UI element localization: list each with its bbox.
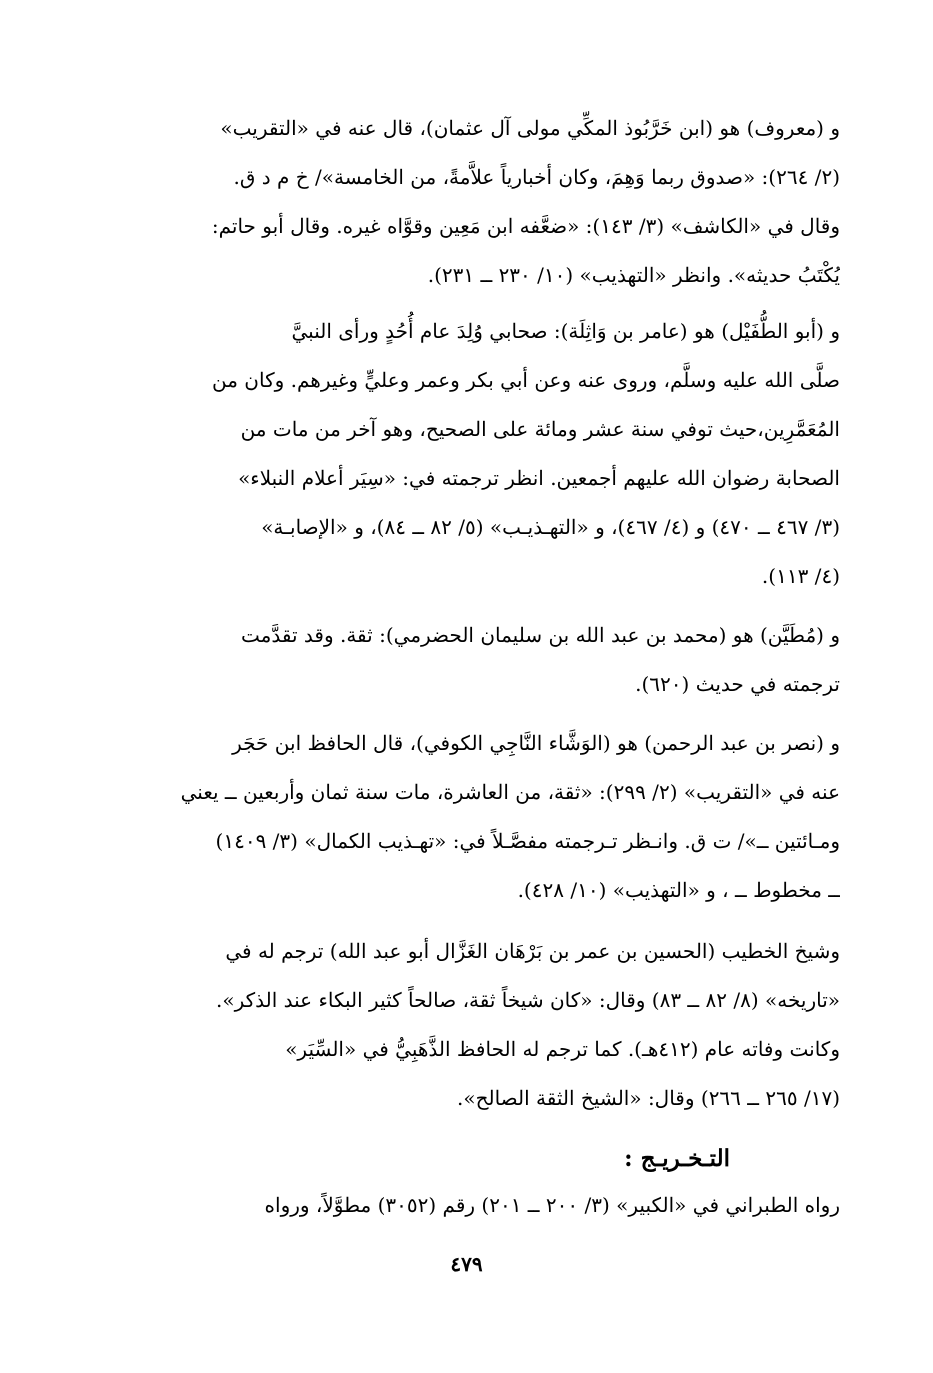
paragraph-mutayyan <box>90 611 840 709</box>
text-line: وكانت وفاته عام (٤١٢هـ). كما ترجم له الحافظ الذَّهَبِيُّ في «السِّيَر» <box>285 1037 840 1061</box>
text-line: (٢/ ٢٦٤): «صدوق ربما وَهِمَ، وكان أخبارياً علاَّمةً، من الخامسة»/ خ م د ق. <box>233 165 840 189</box>
text-line: و (أبو الطُّفَيْل) هو (عامر بن وَاثِلَة): صحابي وُلِدَ عام أُحُدٍ ورأى النبيَّ <box>291 319 840 343</box>
section-heading: التـخـريـج : <box>624 1145 730 1172</box>
text-line: و (نصر بن عبد الرحمن) هو (الوَشَّاء النَّاجِي الكوفي)، قال الحافظ ابن حَجَر <box>232 731 840 755</box>
paragraph-abu-tufayl <box>90 307 840 601</box>
text-line: الصحابة رضوان الله عليهم أجمعين. انظر ترجمته في: «سِيَر أعلام النبلاء» <box>238 466 840 490</box>
text-line: «تاريخه» (٨/ ٨٢ ــ ٨٣) وقال: «كان شيخاً ثقة، صالحاً كثير البكاء عند الذكر». <box>215 988 840 1012</box>
text-line: ــ مخطوط ــ ، و «التهذيب» (١٠/ ٤٢٨). <box>517 878 840 902</box>
text-line: ومـائتين ــ»/ ت ق. وانـظر تـرجمته مفصَّـلاً في: «تهـذيب الكمال» (٣/ ١٤٠٩) <box>215 829 840 853</box>
paragraph-takhrij <box>90 1181 840 1230</box>
text-line: (٣/ ٤٦٧ ــ ٤٧٠) و (٤/ ٤٦٧)، و «التهـذيـب» (٥/ ٨٢ ــ ٨٤)، و «الإصابـة» <box>261 515 840 539</box>
paragraph-maruf <box>90 104 840 300</box>
text-line: عنه في «التقريب» (٢/ ٢٩٩): «ثقة، من العاشرة، مات سنة ثمان وأربعين ــ يعني <box>180 780 840 804</box>
paragraph-shaykh-al-khatib <box>90 927 840 1123</box>
page-number: ٤٧٩ <box>450 1252 483 1276</box>
text-line: (١٧/ ٢٦٥ ــ ٢٦٦) وقال: «الشيخ الثقة الصالح». <box>456 1086 840 1110</box>
text-line: صلَّى الله عليه وسلَّم، وروى عنه وعن أبي بكر وعمر وعليٍّ وغيرهم. وكان من <box>212 368 840 392</box>
paragraph-nasr <box>90 719 840 915</box>
text-line: ترجمته في حديث (٦٢٠). <box>635 672 840 696</box>
page-body <box>90 104 840 1230</box>
text-line: وقال في «الكاشف» (٣/ ١٤٣): «ضعَّفه ابن مَعِين وقوَّاه غيره. وقال أبو حاتم: <box>211 214 840 238</box>
text-line: يُكْتَبُ حديثه». وانظر «التهذيب» (١٠/ ٢٣٠ ــ ٢٣١). <box>427 263 840 287</box>
text-line: (٤/ ١١٣). <box>761 564 840 588</box>
text-line: و (مُطَيَّن) هو (محمد بن عبد الله بن سليمان الحضرمي): ثقة. وقد تقدَّمت <box>241 623 840 647</box>
text-line: المُعَمَّرِين،حيث توفي سنة عشر ومائة على الصحيح، وهو آخر من مات من <box>240 417 840 441</box>
text-line: و (معروف) هو (ابن خَرَّبُوذ المكِّي مولى آل عثمان)، قال عنه في «التقريب» <box>220 116 840 140</box>
text-line: رواه الطبراني في «الكبير» (٣/ ٢٠٠ ــ ٢٠١) رقم (٣٠٥٢) مطوَّلاً، ورواه <box>264 1193 840 1217</box>
text-line: وشيخ الخطيب (الحسين بن عمر بن بَرْهَان الغَزَّال أبو عبد الله) ترجم له في <box>225 939 840 963</box>
